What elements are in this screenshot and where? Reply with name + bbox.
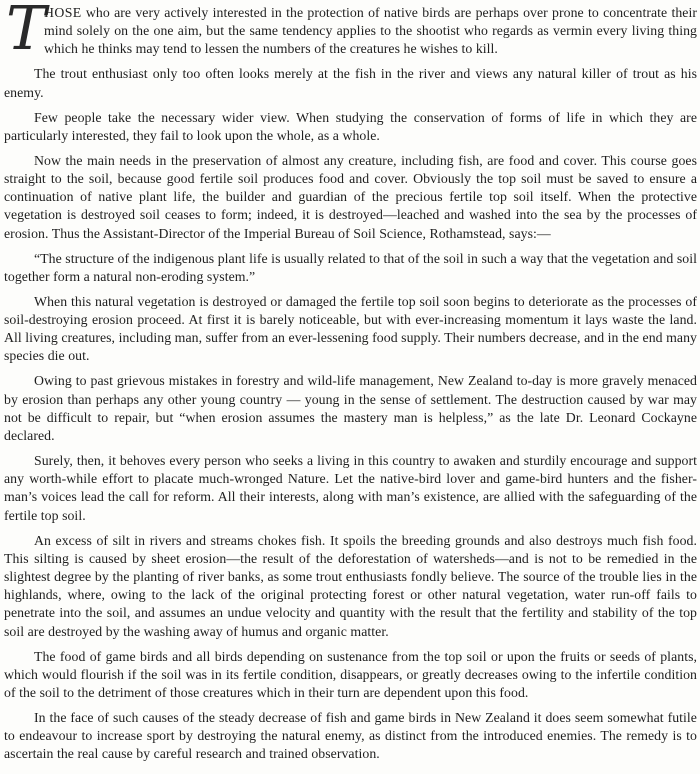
drop-cap: T xyxy=(6,0,47,64)
paragraph-1 xyxy=(4,0,697,64)
paragraph-3: Few people take the necessary wider view. When studying the conservation of forms of life in which they are particularly interested, they fail to look upon the whole, as a whole. xyxy=(4,109,697,143)
article-body xyxy=(4,0,697,770)
paragraph-6: When this natural vegetation is destroyed or damaged the fertile top soil soon begins to deteriorate as the processes of soil-destroying erosion proceed. At first it is barely noticeable, but with ever-increasing momentum it lays waste the land. All living creatures, including man, suffer from an ever-lessening food supply. Their numbers decrease, and in the end many species die out. xyxy=(4,293,697,364)
paragraph-2: The trout enthusiast only too often looks merely at the fish in the river and views any natural killer of trout as his enemy. xyxy=(4,66,697,100)
paragraph-9: An excess of silt in rivers and streams chokes fish. It spoils the breeding grounds and also destroys much fish food. This silting is caused by sheet erosion—the result of the deforestation of watersheds—and is not to be remedied in the slightest degree by the planting of river banks, as some trout enthusiasts fondly believe. The source of the trouble lies in the highlands, where, owing to the lack of the original protecting forest or other natural vegetation, water run-off fails to penetrate into the soil, and assumes an undue velocity and quantity with the result that the fertility and stability of the top soil are destroyed by the washing away of humus and organic matter. xyxy=(4,532,697,639)
paragraph-7: Owing to past grievous mistakes in forestry and wild-life management, New Zealand to-day is more gravely menaced by erosion than perhaps any other young country — young in the sense of settlement. The destruction caused by war may not be difficult to repair, but “when erosion assumes the mastery man is helpless,” as the late Dr. Leonard Cockayne declared. xyxy=(4,373,697,444)
paragraph-4: Now the main needs in the preservation of almost any creature, including fish, are food and cover. This course goes straight to the soil, because good fertile soil produces food and cover. Obviously the top soil must be saved to ensure a continuation of native plant life, the builder and guardian of the precious fertile top soil itself. When the protective vegetation is destroyed soil ceases to form; indeed, it is destroyed—leached and washed into the sea by the processes of erosion. Thus the Assistant-Director of the Imperial Bureau of Soil Science, Rothamstead, says:— xyxy=(4,152,697,241)
paragraph-8: Surely, then, it behoves every person who seeks a living in this country to awaken and sturdily encourage and support any worth-while effort to placate much-wronged Nature. Let the native-bird lover and game-bird hunters and the fisher-man’s voices lead the call for reform. All their interests, along with man’s existence, are allied with the safeguarding of the fertile top soil. xyxy=(4,453,697,523)
opening-word: HOSE xyxy=(44,5,82,20)
paragraph-text: who are very actively interested in the protection of native birds are perhaps over prone to concentrate their mind solely on the one aim, but the same tendency applies to the shootist who regards as vermin every living thing which he thinks may tend to lessen the numbers of the creatures he wishes to kill. xyxy=(44,5,697,57)
quotation-paragraph: “The structure of the indigenous plant life is usually related to that of the soil in such a way that the vegetation and soil together form a natural non-eroding system.” xyxy=(4,250,697,284)
paragraph-11: In the face of such causes of the steady decrease of fish and game birds in New Zealand it does seem somewhat futile to endeavour to increase sport by destroying the natural enemy, as distinct from the introduced enemies. The remedy is to ascertain the real cause by careful research and trained observation. xyxy=(4,710,697,762)
paragraph-10: The food of game birds and all birds depending on sustenance from the top soil or upon the fruits or seeds of plants, which would flourish if the soil was in its fertile condition, disappears, or greatly decreases owing to the infertile condition of the soil to the detriment of those creatures which in their turn are dependent upon this food. xyxy=(4,648,697,701)
